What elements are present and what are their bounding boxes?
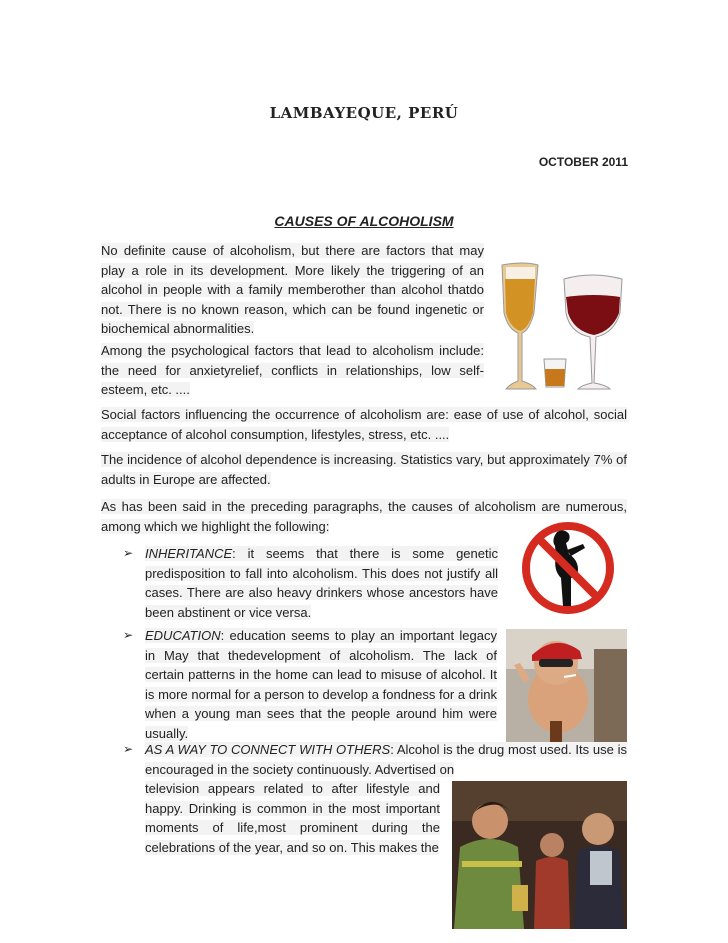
list-item-text-continued: television appears related to after lifestyle and happy. Drinking is common in the most important moments of life,most prominent during the celebrations of the year, and so on. This makes the — [145, 781, 440, 855]
paragraph-3 — [101, 405, 627, 444]
arrow-bullet-icon: ➢ — [123, 742, 134, 756]
list-item-education — [123, 626, 497, 743]
list-item-inheritance — [123, 544, 498, 622]
paragraph-5-text: As has been said in the preceding paragraphs, the causes of alcoholism are numerous, among which we highlight the following: — [101, 499, 627, 534]
list-item-text: : Alcohol is the drug most used. Its use is encouraged in the society continuously. Advertised on — [145, 742, 628, 777]
no-drinking-sign-picture — [509, 518, 627, 614]
arrow-bullet-icon: ➢ — [123, 628, 134, 642]
list-item-social-connection — [123, 740, 628, 779]
list-item-term: EDUCATION — [145, 628, 221, 643]
paragraph-3-text: Social factors influencing the occurrence of alcoholism are: ease of use of alcohol, social acceptance of alcohol consumption, lifestyles, stress, etc. .... — [101, 407, 627, 442]
list-item-text: : it seems that there is some genetic predisposition to fall into alcoholism. This does not justify all cases. There are also heavy drinkers whose ancestors have been abstinent or vice versa. — [145, 546, 498, 620]
list-item-term: AS A WAY TO CONNECT WITH OTHERS — [145, 742, 391, 757]
party-crowd-picture — [452, 781, 627, 929]
arrow-bullet-icon: ➢ — [123, 546, 134, 560]
paragraph-2 — [101, 341, 484, 400]
list-item-text: : education seems to play an important legacy in May that thedevelopment of alcoholism. The lack of certain patterns in the home can lead to misuse of alcohol. It is more normal for a person to develop a fondness for a drink when a young man sees that the people around him were usually. — [145, 628, 497, 741]
list-item-term: INHERITANCE — [145, 546, 233, 561]
paragraph-4 — [101, 450, 627, 489]
list-item-social-connection-continued — [145, 779, 440, 857]
header-location: LAMBAYEQUE, PERÚ — [269, 104, 459, 122]
paragraph-4-text: The incidence of alcohol dependence is increasing. Statistics vary, but approximately 7% of adults in Europe are affected. — [101, 452, 627, 487]
header-date: OCTOBER 2011 — [538, 155, 628, 169]
child-drinking-picture — [506, 629, 627, 744]
drinks-picture — [494, 243, 628, 391]
paragraph-1 — [101, 241, 484, 339]
paragraph-2-text: Among the psychological factors that lead to alcoholism include: the need for anxietyrelief, conflicts in relationships, low self-esteem, etc. .... — [101, 343, 484, 397]
paragraph-1-text: No definite cause of alcoholism, but there are factors that may play a role in its development. More likely the triggering of an alcohol in people with a family memberother than alcohol thatdo not. There is no known reason, which can be found ingenetic or biochemical abnormalities. — [101, 243, 484, 336]
document-title: CAUSES OF ALCOHOLISM — [274, 213, 454, 229]
